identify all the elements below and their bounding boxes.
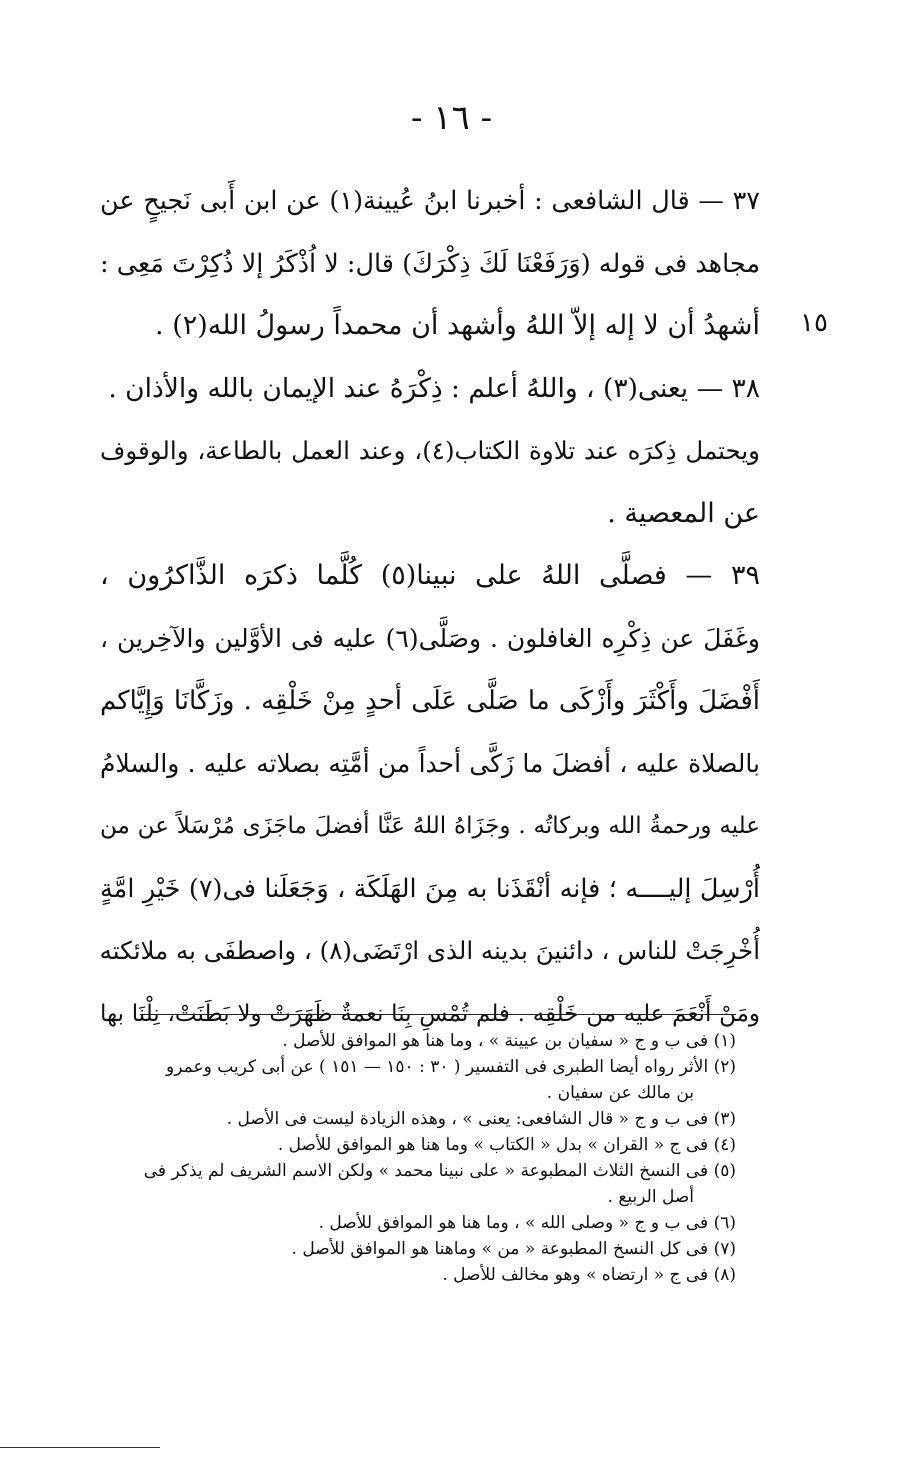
text-line: أُخْرِجَتْ للناس ، دائنينَ بدينه الذى ارْتَضَى(٨) ، واصطفَى به ملائكته xyxy=(100,936,760,965)
text-line: بالصلاة عليه ، أفضلَ ما زَكَّى أحداً من أمَّتِه بصلاته عليه . والسلامُ xyxy=(100,748,760,778)
footnotes xyxy=(140,1028,736,1288)
text-line: عليه ورحمةُ الله وبركاتُه . وجَزَاهُ اللهُ عَنَّا أفضلَ ماجَزَى مُرْسَلاً عن من xyxy=(100,813,760,839)
text-line: وغَفَلَ عن ذِكْرِه الغافلون . وصَلَّى(٦) عليه فى الأوَّلين والآخِرين ، xyxy=(100,623,760,653)
text-line: ومَنْ أَنْعَمَ عليه من خَلْقِه . فلم تُمْسِ بِنَا نعمةٌ ظَهَرَتْ ولا بَطَنَتْ، نِلْنَا بها xyxy=(100,1000,760,1027)
footnote: (٣) فى ب و ج « قال الشافعى: يعنى » ، وهذه الزيادة ليست فى الأصل . xyxy=(226,1109,736,1129)
text-line: أَفْضَلَ وأَكْثَرَ وأَزْكَى ما صَلَّى عَلَى أحدٍ مِنْ خَلْقِه . وزَكَّانَا وَإِيَّاكم xyxy=(100,686,760,716)
footnote: (٨) فى ج « ارتضاه » وهو مخالف للأصل . xyxy=(442,1265,736,1285)
bottom-rule xyxy=(0,1447,160,1448)
text-line: أشهدُ أن لا إله إلاّ اللهُ وأشهد أن محمداً رسولُ الله(٢) . xyxy=(155,310,760,341)
footnote: (٧) فى كل النسخ المطبوعة « من » وماهنا هو الموافق للأصل . xyxy=(291,1239,736,1259)
footnote: (٤) فى ج « القران » بدل « الكتاب » وما هنا هو الموافق للأصل . xyxy=(277,1135,736,1155)
footnote: (٥) فى النسخ الثلاث المطبوعة « على نبينا محمد » ولكن الاسم الشريف لم يذكر فى xyxy=(143,1161,736,1181)
main-text xyxy=(100,170,760,1045)
text-line: ٣٧ — قال الشافعى : أخبرنا ابنُ عُيينة(١) عن ابن أَبى نَجيحٍ عن xyxy=(100,186,760,216)
text-line: مجاهد فى قوله (وَرَفَعْنَا لَكَ ذِكْرَكَ) قال: لا اُذْكَرُ إلا ذُكِرْتَ مَعِى : xyxy=(100,248,760,279)
footnote-continuation: بن مالك عن سفيان . xyxy=(546,1083,694,1103)
footnote-continuation: أصل الربيع . xyxy=(607,1187,694,1207)
text-line: عن المعصية . xyxy=(607,497,760,529)
footnote-divider xyxy=(140,1014,736,1015)
text-line: ٣٨ — يعنى(٣) ، واللهُ أعلم : ذِكْرَهُ عند الإيمان بالله والأذان . xyxy=(108,372,760,404)
text-line: ٣٩ — فصلَّى اللهُ على نبينا(٥) كُلَّما ذكرَه الذَّاكرُون ، xyxy=(100,560,760,591)
footnote: (١) فى ب و ج « سفيان بن عيينة » ، وما هنا هو الموافق للأصل . xyxy=(282,1031,736,1051)
page-number: - ١٦ - xyxy=(410,98,493,138)
margin-line-number: ١٥ xyxy=(800,308,828,338)
text-line: ويحتمل ذِكرَه عند تلاوة الكتاب(٤)، وعند العمل بالطاعة، والوقوف xyxy=(100,436,760,465)
footnote: (٢) الأثر رواه أيضا الطبرى فى التفسير ( ٣٠ : ١٥٠ — ١٥١ ) عن أبى كريب وعمرو xyxy=(166,1057,736,1077)
footnote: (٦) فى ب و ج « وصلى الله » ، وما هنا هو الموافق للأصل . xyxy=(318,1213,736,1233)
text-line: أُرْسِلَ إليــــه ؛ فإنه أنْقَذَنا به مِنَ الهَلَكَة ، وَجَعَلَنا فى(٧) خَيْرِ امَّةٍ xyxy=(100,873,760,904)
